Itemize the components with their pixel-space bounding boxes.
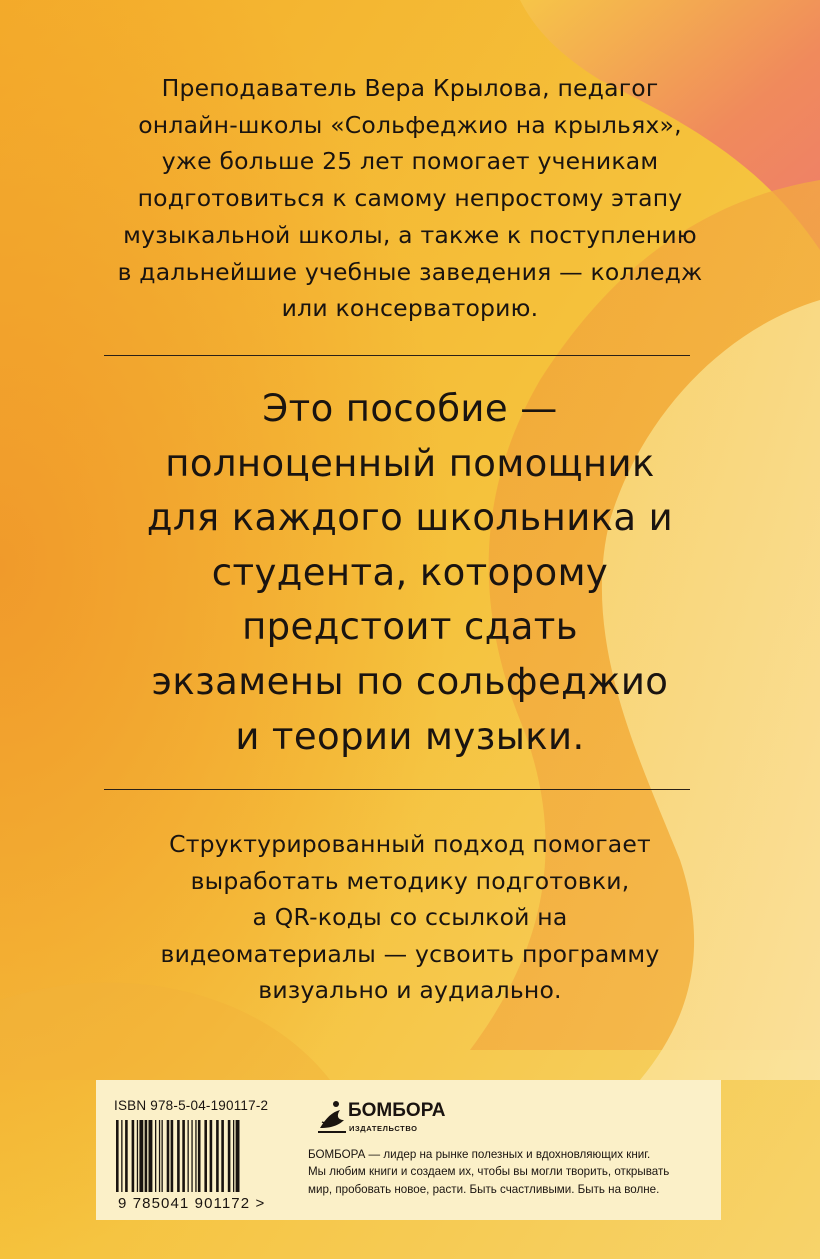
barcode-bar	[125, 1120, 128, 1192]
barcode-bar	[132, 1120, 135, 1192]
barcode-bar	[149, 1120, 153, 1192]
barcode-bar	[236, 1120, 240, 1192]
barcode-bar	[204, 1120, 207, 1192]
headline-line: студента, которому	[211, 550, 609, 594]
blurb-line: Мы любим книги и создаем их, чтобы вы могли творить, открывать	[308, 1165, 670, 1179]
barcode-bar	[210, 1120, 213, 1192]
barcode-bar	[155, 1120, 156, 1192]
barcode-bar	[216, 1120, 219, 1192]
intro-line: подготовиться к самому непростому этапу	[137, 184, 683, 213]
barcode-bar	[191, 1120, 192, 1192]
intro-line: онлайн-школы «Сольфеджио на крыльях»,	[138, 110, 682, 139]
headline-line: экзамены по сольфеджио	[151, 659, 669, 703]
barcode-bar	[116, 1120, 119, 1192]
barcode-bar	[145, 1120, 148, 1192]
intro-line: или консерваторию.	[281, 294, 539, 323]
barcode-bar	[221, 1120, 224, 1192]
barcode-bar	[171, 1120, 174, 1192]
headline-paragraph	[0, 382, 820, 764]
intro-line: Преподаватель Вера Крылова, педагог	[161, 74, 659, 102]
intro-line: музыкальной школы, а также к поступлению	[123, 220, 697, 249]
barcode-digits: 9 785041 901172 >	[118, 1195, 266, 1212]
divider-top	[104, 355, 690, 356]
intro-paragraph	[0, 70, 820, 327]
headline-line: Это пособие —	[262, 387, 558, 430]
brand-subtitle: ИЗДАТЕЛЬСТВО	[349, 1124, 418, 1133]
outro-paragraph	[0, 826, 820, 1009]
barcode-bar	[137, 1120, 138, 1192]
barcode	[110, 1120, 290, 1196]
barcode-bar	[162, 1120, 163, 1192]
headline-line: предстоит сдать	[242, 605, 578, 649]
imprint-box	[96, 1080, 721, 1220]
outro-line: выработать методику подготовки,	[190, 866, 630, 895]
outro-line: а QR-коды со ссылкой на	[252, 903, 568, 931]
blurb-line: БОМБОРА — лидер на рынке полезных и вдохновляющих книг.	[308, 1148, 651, 1161]
isbn-label: ISBN 978-5-04-190117-2	[114, 1098, 269, 1113]
barcode-bar	[195, 1120, 196, 1192]
barcode-bar	[121, 1120, 122, 1192]
barcode-bar	[159, 1120, 160, 1192]
barcode-bar	[198, 1120, 201, 1192]
outro-line: визуально и аудиально.	[258, 976, 562, 1004]
blurb-line: мир, пробовать новое, расти. Быть счастливыми. Быть на волне.	[308, 1182, 660, 1196]
headline-line: полноценный помощник	[165, 441, 655, 485]
divider-bottom	[104, 789, 690, 790]
publisher-blurb	[308, 1146, 708, 1198]
barcode-bar	[139, 1120, 143, 1192]
barcode-bar	[177, 1120, 180, 1192]
intro-line: в дальнейшие учебные заведения — колледж	[117, 257, 703, 286]
barcode-bar	[182, 1120, 185, 1192]
barcode-bar	[188, 1120, 189, 1192]
barcode-bar	[167, 1120, 170, 1192]
outro-line: видеоматериалы — усвоить программу	[160, 939, 660, 968]
barcode-bar	[228, 1120, 231, 1192]
barcode-bar	[233, 1120, 234, 1192]
intro-line: уже больше 25 лет помогает ученикам	[161, 147, 659, 176]
headline-line: и теории музыки.	[235, 714, 585, 758]
brand-name: БОМБОРА	[348, 1100, 446, 1121]
outro-line: Структурированный подход помогает	[169, 830, 651, 858]
headline-line: для каждого школьника и	[146, 496, 674, 540]
